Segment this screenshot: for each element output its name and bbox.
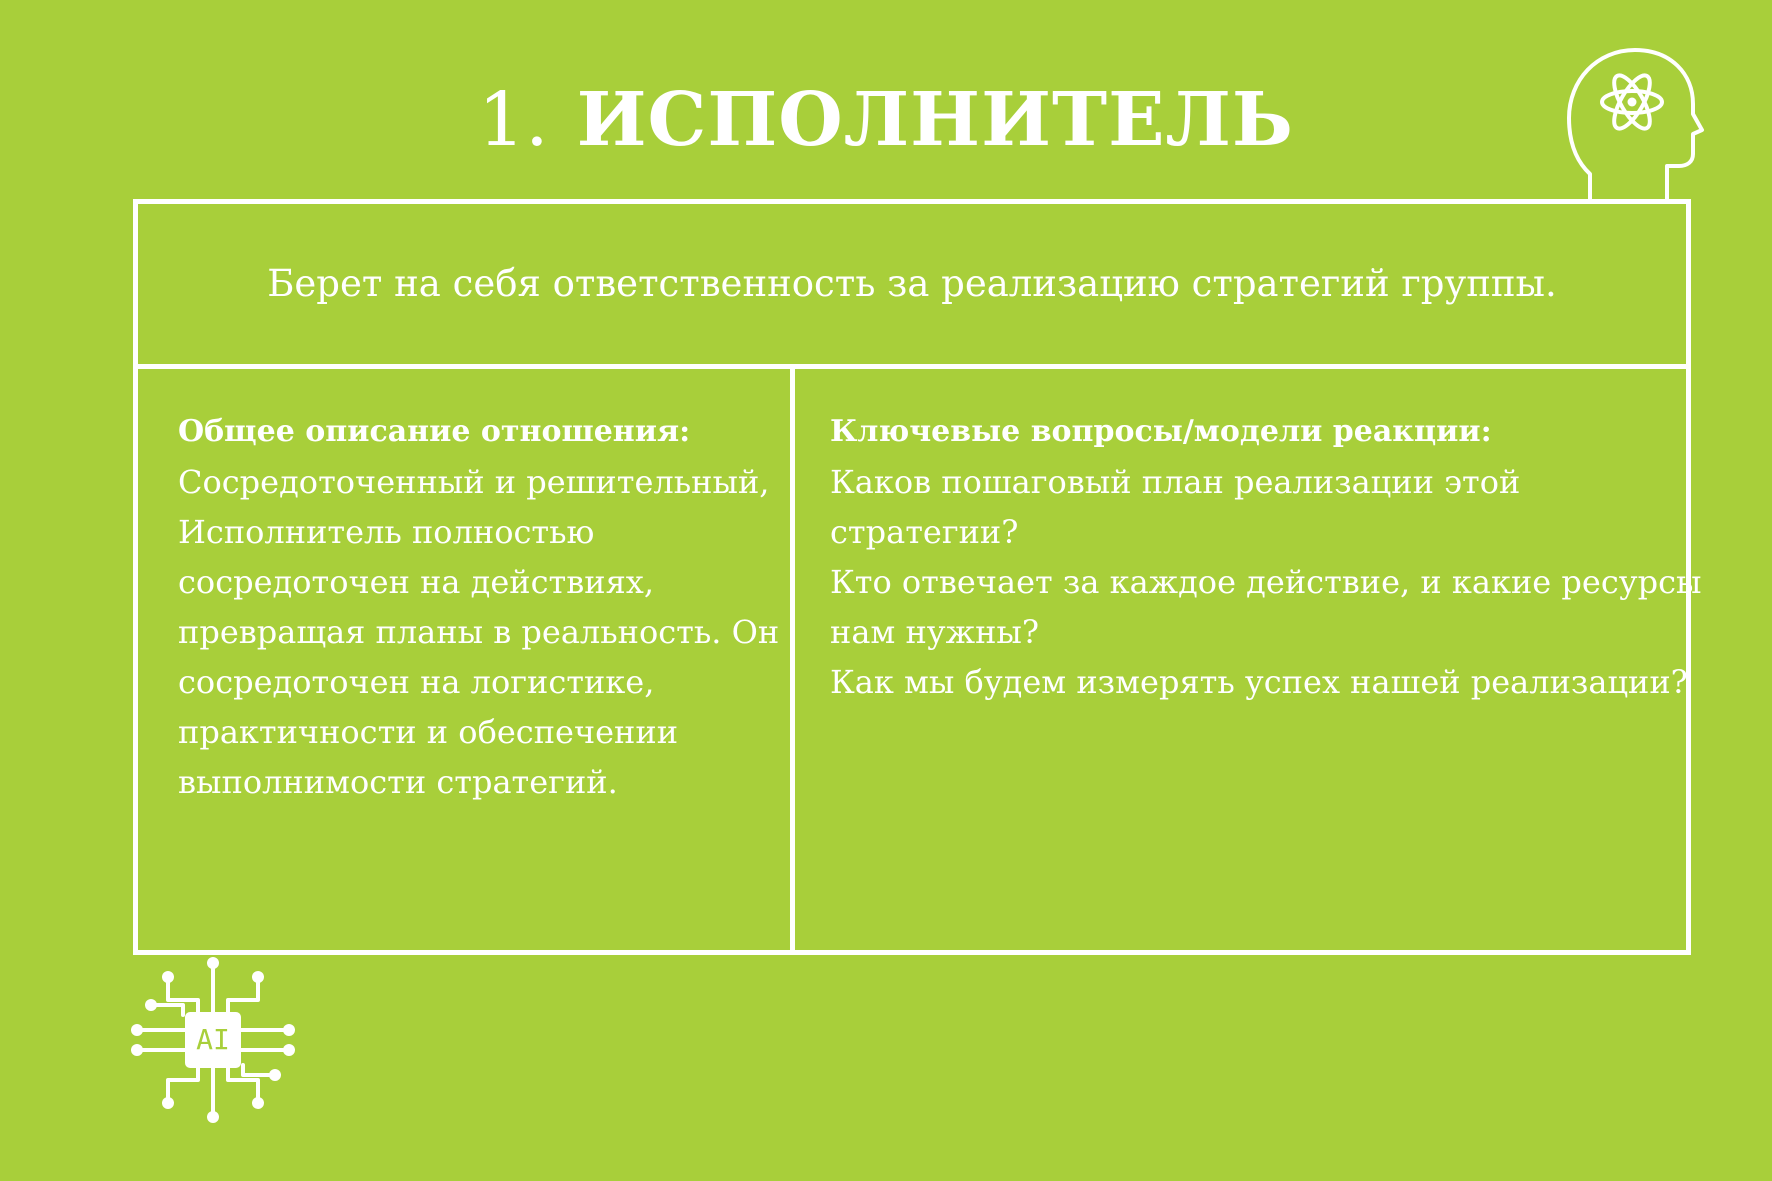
questions-column (795, 369, 1702, 950)
questions-heading: Ключевые вопросы/модели реакции: (830, 414, 1492, 449)
attitude-line: практичности и обеспечении (178, 713, 679, 751)
attitude-heading: Общее описание отношения: (178, 414, 691, 449)
question-line: Каков пошаговый план реализации этой (830, 463, 1521, 501)
summary-text: Берет на себя ответственность за реализацию стратегий группы. (267, 262, 1557, 305)
attitude-line: сосредоточен на действиях, (178, 563, 654, 601)
question-line: нам нужны? (830, 613, 1040, 651)
attitude-line: Исполнитель полностью (178, 513, 595, 551)
ai-chip-label: AI (196, 1023, 230, 1056)
question-line: стратегии? (830, 513, 1019, 551)
page-title (0, 70, 1772, 170)
summary-row (138, 204, 1686, 369)
title-number: 1. (477, 77, 549, 163)
title-text: ИСПОЛНИТЕЛЬ (576, 77, 1294, 163)
role-table (133, 199, 1702, 955)
attitude-line: выполнимости стратегий. (178, 763, 618, 801)
question-line: Как мы будем измерять успех нашей реализации? (830, 663, 1688, 701)
ai-chip-icon (128, 955, 298, 1125)
question-line: Кто отвечает за каждое действие, и какие ресурсы (830, 563, 1702, 601)
head-atom-icon (1565, 42, 1705, 207)
attitude-line: Сосредоточенный и решительный, (178, 463, 770, 501)
attitude-column (138, 369, 795, 950)
attitude-line: превращая планы в реальность. Он (178, 613, 780, 651)
attitude-line: сосредоточен на логистике, (178, 663, 655, 701)
